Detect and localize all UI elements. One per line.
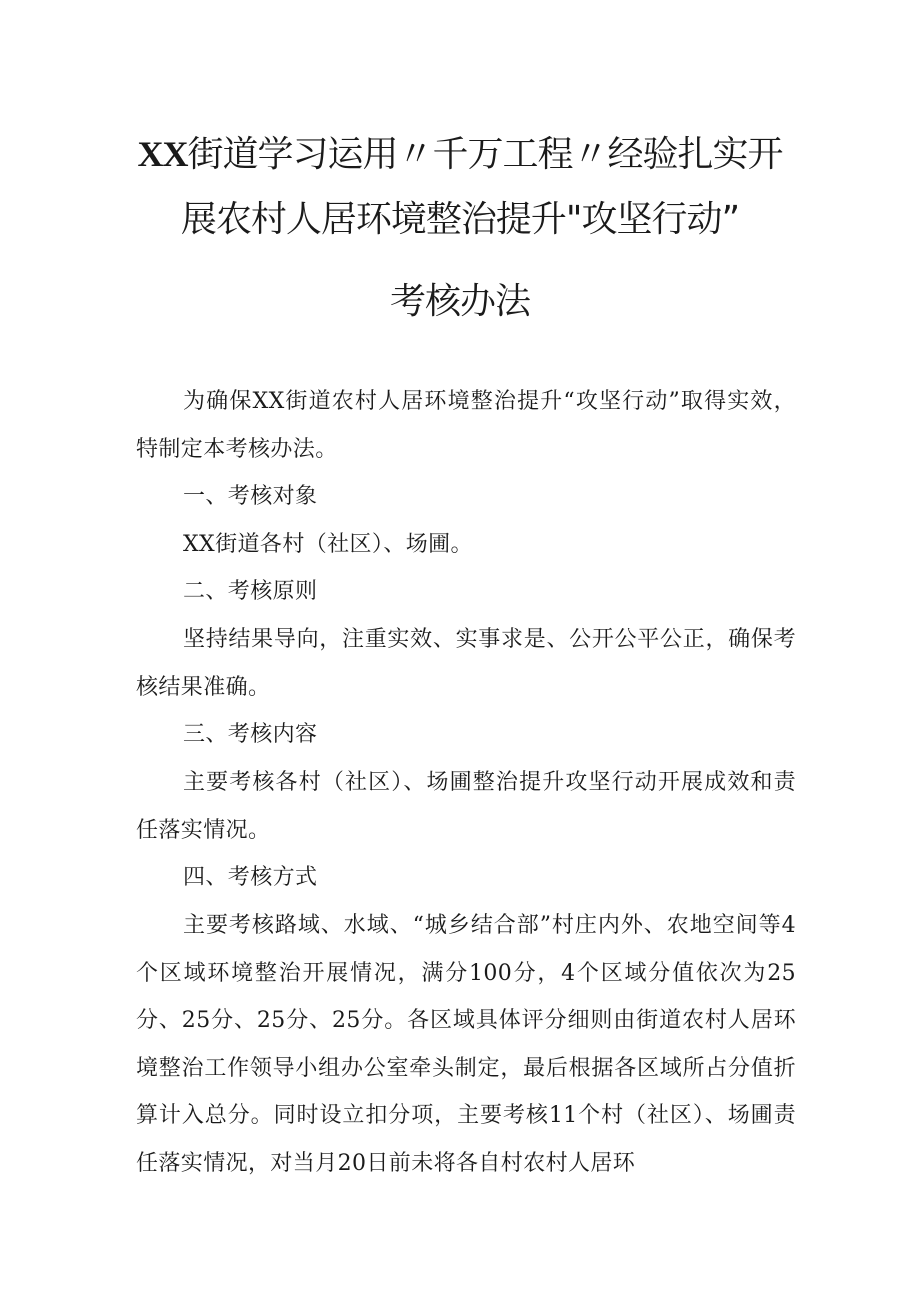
intro-paragraph: 为确保XX街道农村人居环境整治提升“攻坚行动”取得实效，特制定本考核办法。 — [136, 389, 796, 462]
section-body-4: 主要考核路域、水域、“城乡结合部”村庄内外、农地空间等4个区域环境整治开展情况，满分100分，4个区域分值依次为25分、25分、25分、25分。各区域具体评分细则由街道农村人居环境整治工作领导小组办公室牵头制定，最后根据各区域所占分值折算计入总分。同时设立扣分项，主要考核11个村（社区）、场圃责任落实情况，对当月20日前未将各自村农村人居环 — [136, 913, 796, 1176]
title-line-1-text: 街道学习运用〃千万工程〃经验扎实开 — [187, 134, 783, 175]
section-heading-4: 四、考核方式 — [183, 865, 318, 890]
section-body-3: 主要考核各村（社区）、场圃整治提升攻坚行动开展成效和责任落实情况。 — [136, 770, 796, 843]
section-body-1: XX街道各村（社区）、场圃。 — [183, 532, 473, 557]
section-body-2: 坚持结果导向，注重实效、实事求是、公开公平公正，确保考核结果准确。 — [136, 627, 796, 700]
section-heading-1: 一、考核对象 — [183, 484, 318, 509]
section-heading-3: 三、考核内容 — [183, 722, 318, 747]
document-title-line-1 — [0, 134, 920, 175]
title-prefix: XX — [137, 134, 188, 174]
section-heading-2: 二、考核原则 — [183, 579, 318, 604]
document-title-line-2: 展农村人居环境整治提升"攻坚行动” — [180, 199, 740, 240]
document-title-line-3: 考核办法 — [389, 281, 530, 322]
